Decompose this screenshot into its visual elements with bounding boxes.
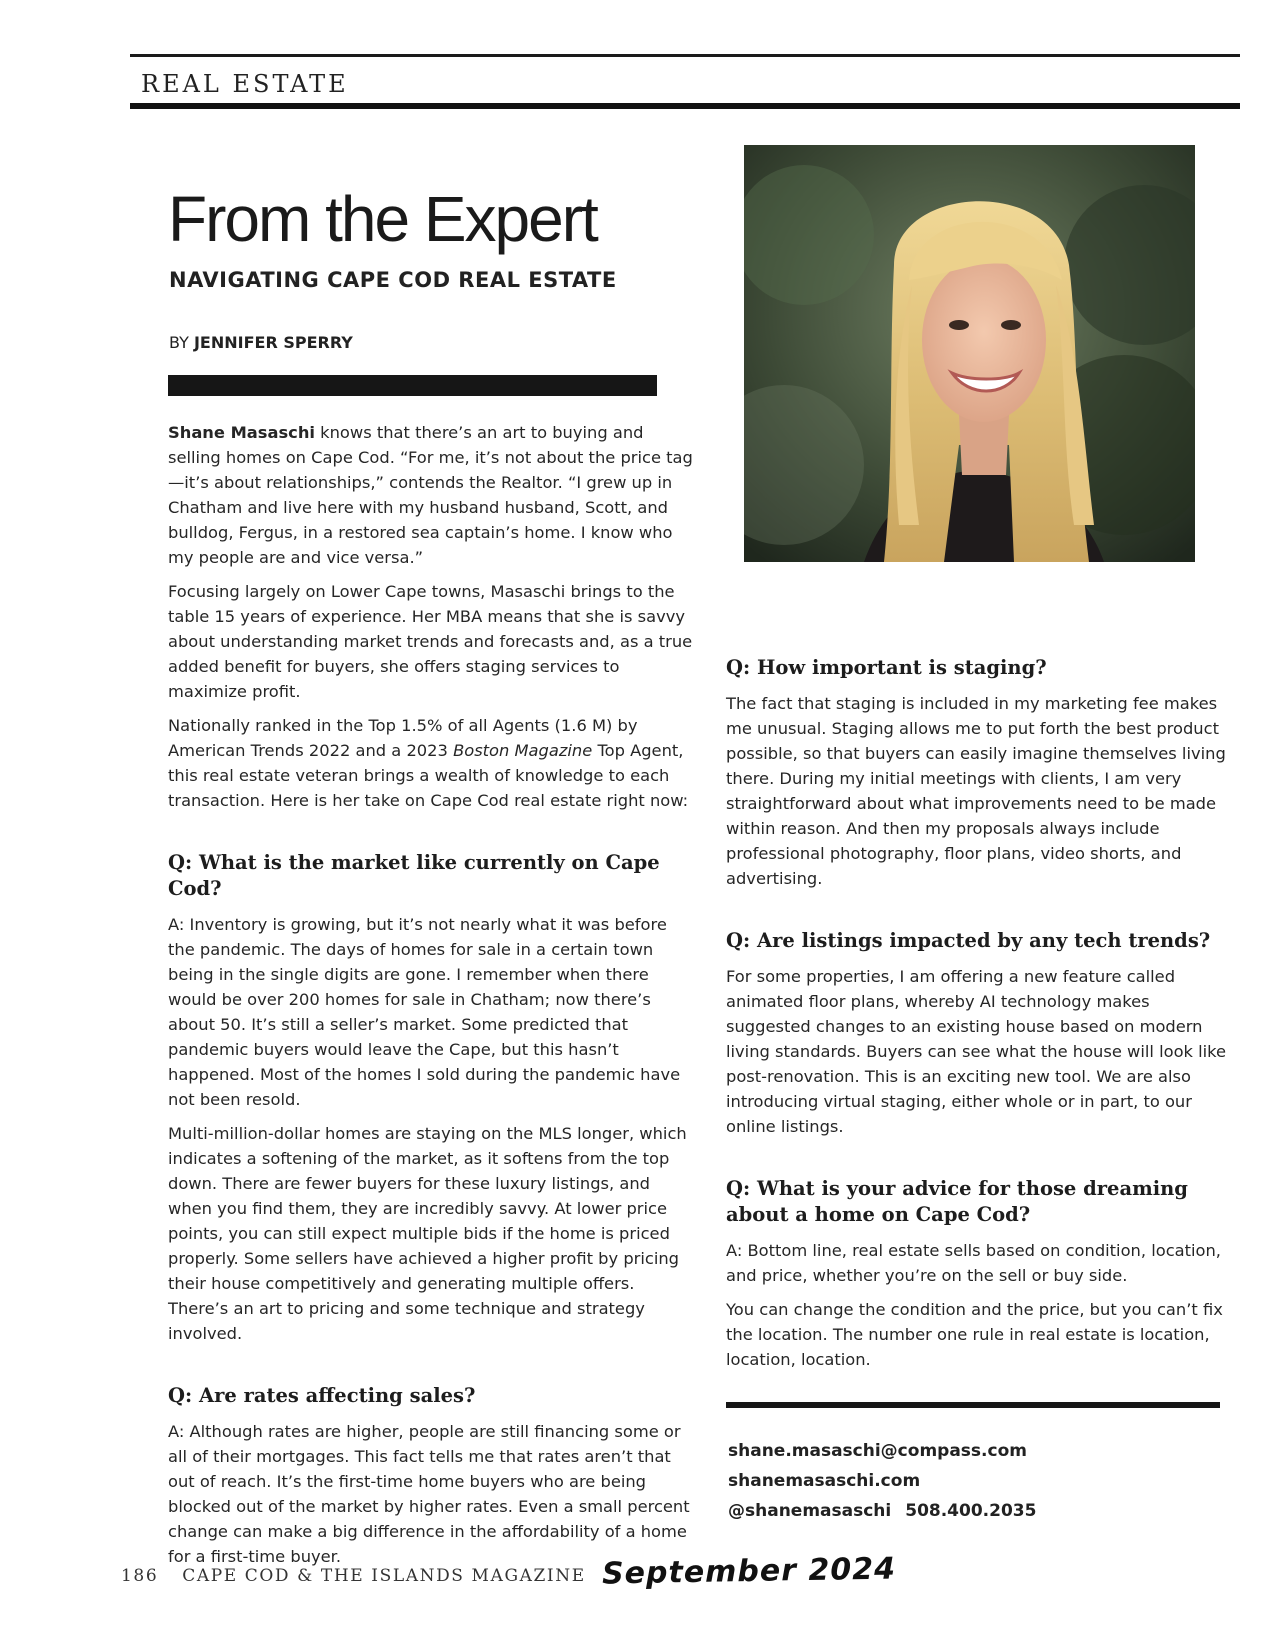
article-subtitle: NAVIGATING CAPE COD REAL ESTATE [169, 268, 617, 292]
divider-bar [168, 375, 657, 396]
question-tech: Q: Are listings impacted by any tech trends? [726, 929, 1211, 952]
answer-market-2: Multi-million-dollar homes are staying on the MLS longer, which indicates a softening of the market, as it softens from the top down. There are fewer buyers for these luxury listings, and when you find them, they are incredibly savvy. At lower price points, you can still expect multiple bids if the home is priced properly. Some sellers have achieved a higher profit by pricing their house competitively and generating multiple offers. There’s an art to pricing and some technique and strategy involved. [168, 1124, 687, 1343]
question-staging: Q: How important is staging? [726, 656, 1047, 679]
question-advice: Q: What is your advice for those dreaming about a home on Cape Cod? [726, 1177, 1188, 1226]
intro-p3-text-b: Top Agent, this real estate veteran brings a wealth of knowledge to each transaction. Here is her take on Cape Cod real estate right now: [168, 741, 689, 810]
answer-advice-1: A: Bottom line, real estate sells based on condition, location, and price, whether you’re on the sell or buy side. [726, 1241, 1221, 1285]
portrait-photo [744, 145, 1195, 562]
article-title: From the Expert [168, 183, 597, 255]
contact-handle[interactable]: @shanemasaschi [728, 1501, 892, 1521]
page-number: 186 [121, 1566, 159, 1586]
answer-staging: The fact that staging is included in my marketing fee makes me unusual. Staging allows me to put forth the best product possible, so that buyers can easily imagine themselves living there. During my initial meetings with clients, I am very straightforward about what improvements need to be made within reason. And then my proposals always include professional photography, floor plans, video shorts, and advertising. [726, 694, 1226, 888]
page-footer [121, 1566, 586, 1586]
contact-phone[interactable]: 508.400.2035 [905, 1501, 1037, 1521]
handwritten-date: September 2024 [601, 1551, 897, 1592]
byline-author: JENNIFER SPERRY [193, 333, 353, 352]
section-label: REAL ESTATE [141, 70, 349, 98]
publication-name: Boston Magazine [453, 741, 593, 760]
contact-website[interactable]: shanemasaschi.com [728, 1471, 921, 1491]
intro-p1-text: knows that there’s an art to buying and selling homes on Cape Cod. “For me, it’s not about the price tag—it’s about relationships,” contends the Realtor. “I grew up in Chatham and live here with my husband husband, Scott, and bulldog, Fergus, in a restored sea captain’s home. I know who my people are and vice versa.” [168, 423, 693, 567]
contact-block [728, 1436, 1036, 1526]
contact-rule [726, 1402, 1220, 1408]
answer-advice-2: You can change the condition and the price, but you can’t fix the location. The number one rule in real estate is location, location, location. [726, 1300, 1223, 1369]
question-market: Q: What is the market like currently on Cape Cod? [168, 851, 660, 900]
left-column [168, 420, 698, 1578]
magazine-name: CAPE COD & THE ISLANDS MAGAZINE [182, 1566, 586, 1586]
answer-rates: A: Although rates are higher, people are still financing some or all of their mortgages. This fact tells me that rates aren’t that out of reach. It’s the first-time home buyers who are being blocked out of the market by higher rates. Even a small percent change can make a big difference in the affordability of a home for a first-time buyer. [168, 1422, 690, 1566]
answer-market-1: A: Inventory is growing, but it’s not nearly what it was before the pandemic. The days of homes for sale in a certain town being in the single digits are gone. I remember when there would be over 200 homes for sale in Chatham; now there’s about 50. It’s still a seller’s market. Some predicted that pandemic buyers would leave the Cape, but this hasn’t happened. Most of the homes I sold during the pandemic have not been resold. [168, 915, 681, 1109]
intro-paragraph-1 [168, 420, 698, 570]
byline-prefix: BY [169, 333, 194, 352]
contact-social-phone [728, 1496, 1036, 1526]
question-rates: Q: Are rates affecting sales? [168, 1384, 476, 1407]
intro-p3-text-a: Nationally ranked in the Top 1.5% of all Agents (1.6 M) by American Trends 2022 and a 2023 [168, 716, 638, 760]
intro-paragraph-2: Focusing largely on Lower Cape towns, Masaschi brings to the table 15 years of experience. Her MBA means that she is savvy about understanding market trends and forecasts and, as a true added benefit for buyers, she offers staging services to maximize profit. [168, 582, 693, 701]
answer-tech: For some properties, I am offering a new feature called animated floor plans, whereby AI technology makes suggested changes to an existing house based on modern living standards. Buyers can see what the house will look like post-renovation. This is an exciting new tool. We are also introducing virtual staging, either whole or in part, to our online listings. [726, 967, 1227, 1136]
byline [169, 333, 353, 352]
right-column [726, 655, 1236, 1381]
lead-name: Shane Masaschi [168, 423, 315, 442]
top-rule [130, 54, 1240, 57]
header-rule [130, 103, 1240, 109]
intro-paragraph-3 [168, 713, 698, 813]
contact-email[interactable]: shane.masaschi@compass.com [728, 1441, 1027, 1461]
